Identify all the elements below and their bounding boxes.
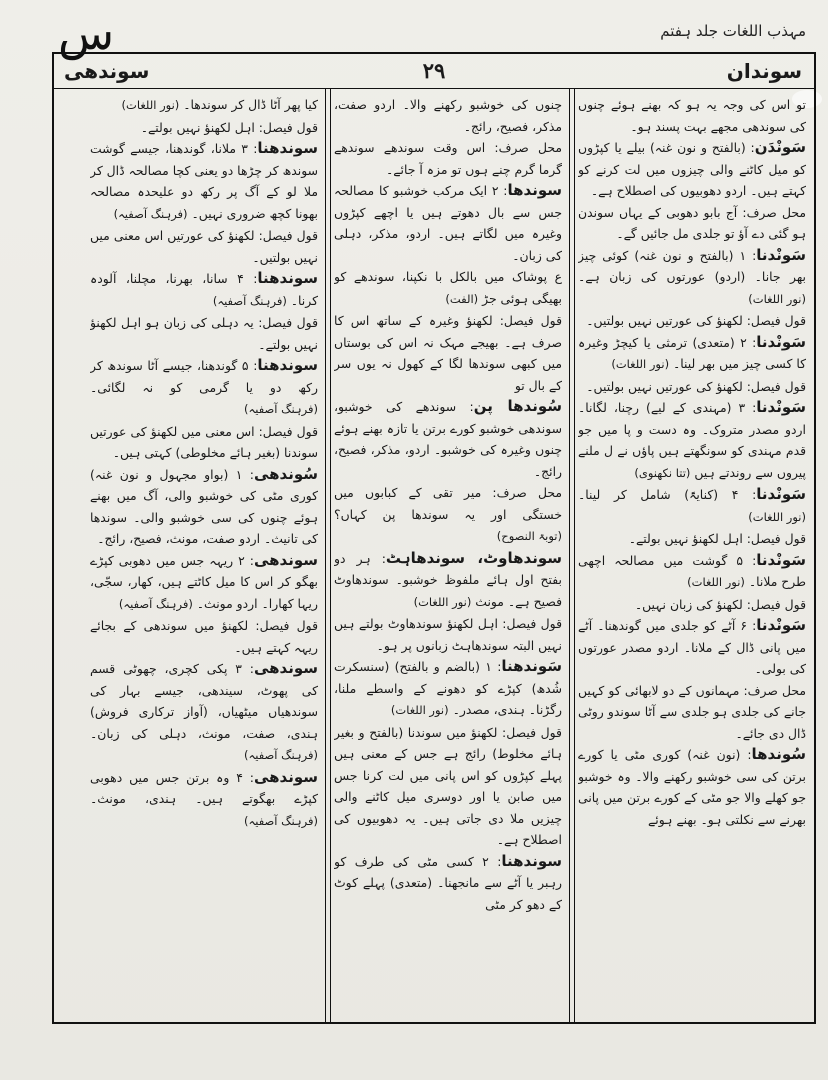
entry-source: (نور اللغات) bbox=[121, 98, 180, 112]
entry-definition: قول فیصل: اہل لکھنؤ سوندھاوٹ بولتے ہیں نہیں البتہ سوندھاہٹ زبانوں پر ہو۔ bbox=[334, 616, 562, 653]
dictionary-entry bbox=[578, 332, 806, 376]
entry-definition: : ۳ ملانا، گوندھنا، جیسے گوشت سوندھ کر چڑھا دو یعنی کچا مصالحہ ڈال کر ملا لو کے آگ پر رکھ دو علیحدہ مصالحہ بھونا کچھ ضروری نہیں۔ bbox=[90, 141, 318, 221]
entry-definition: : ۲ ایک مرکب خوشبو کا مصالحہ جس سے بال دھوتے ہیں یا اچھے کپڑوں وغیرہ میں لگاتے ہیں۔ اردو، مذکر، دہلی کی زبان۔ bbox=[334, 183, 562, 263]
dictionary-entry bbox=[90, 225, 318, 268]
entry-definition: چنوں کی خوشبو رکھنے والا۔ اردو صفت، مذکر، فصیح، رائج۔ bbox=[334, 97, 562, 134]
entry-source: (نور اللغات) bbox=[390, 703, 449, 717]
column-left bbox=[90, 94, 318, 1016]
entry-source: (نور اللغات) bbox=[687, 575, 745, 589]
entry-definition: : ۶ آٹے کو جلدی میں گوندھنا۔ آٹے میں پانی ڈال کے ملانا۔ اردو مصدر عورتوں کی بولی۔ bbox=[578, 618, 806, 676]
entry-headword: سُوندھا bbox=[751, 745, 806, 763]
dictionary-entry bbox=[90, 767, 318, 833]
column-middle bbox=[334, 94, 562, 1016]
entry-definition: قول فیصل: لکھنؤ میں سوندنا (بالفتح و بغیر ہائے مخلوط) رائج ہے جس کے معنی ہیں پہلے کپڑوں کو اس پانی میں لت کرنا جس میں صابن یا اور دوسری میل کاٹنے والی چیزیں ملا دی جاتی ہیں۔ یہ دھوبیوں کی اصطلاح ہے۔ bbox=[334, 724, 562, 847]
dictionary-entry bbox=[90, 550, 318, 616]
dictionary-entry bbox=[90, 658, 318, 767]
entry-definition: : ۴ وہ برتن جس میں دھوبی کپڑے بھگوتے ہیں۔ ہندی، مونث۔ bbox=[90, 769, 318, 806]
entry-source: (نور اللغات) bbox=[748, 509, 806, 524]
dictionary-entry bbox=[578, 615, 806, 680]
entry-headword: سَونْدنا bbox=[756, 550, 806, 569]
entry-definition: تو اس کی وجہ یہ ہو کہ بھنے ہوئے چنوں کی سوندھی مجھے بہت پسند ہو۔ bbox=[578, 97, 806, 134]
entry-headword: سوندھی bbox=[253, 659, 318, 677]
entry-definition: : ہر دو بفتح اول ہائے ملفوظ خوشبو۔ سوندھاوٹ فصیح ہے۔ مونث bbox=[334, 550, 562, 609]
dictionary-entry bbox=[90, 464, 318, 550]
entry-source: (تتا نکھنوی) bbox=[634, 465, 691, 480]
entry-definition: : (نون غنہ) کوری مٹی یا کورے برتن کی سی خوشبو رکھنے والا۔ وہ خوشبو جو کھلے والا جو مٹی کے کورے برتن میں پانی بھرنے سے نکلتی ہو۔ بھنے ہوئے bbox=[578, 747, 806, 827]
entry-definition: : ۱ (بواو مجہول و نون غنہ) کوری مٹی کی خوشبو والی، آگ میں بھنے ہوئے چنوں کی سی خوشبو والی۔ سوندھا کی تانیث۔ اردو صفت، مونث، فصیح، رائج۔ bbox=[90, 466, 318, 546]
dictionary-entry bbox=[578, 94, 806, 137]
entry-headword: سوندھاوٹ، سوندھاہٹ bbox=[385, 548, 562, 567]
entry-source: (فرہنگ آصفیہ) bbox=[118, 596, 193, 611]
entry-source: (نور اللغات) bbox=[413, 594, 472, 609]
entry-source: (فرہنگ آصفیہ) bbox=[244, 813, 318, 828]
entry-definition: محل صرف: مہمانوں کے دو لابھائی کو کہیں جانے کی جلدی ہو جلدی سے آٹا سوندو روٹی ڈال دی جائے۔ bbox=[578, 682, 806, 741]
entry-definition: قول فیصل: یہ دہلی کی زبان ہو اہل لکھنؤ نہیں بولتے۔ bbox=[90, 315, 318, 352]
dictionary-entry bbox=[90, 117, 318, 139]
dictionary-entry bbox=[90, 615, 318, 658]
dictionary-entry bbox=[578, 397, 806, 484]
entry-headword: سَونْدنا bbox=[756, 332, 806, 351]
entry-definition: قول فیصل: لکھنؤ وغیرہ کے ساتھ اس کا صرف ہے۔ بھیجے مہک نہ اس کی بوستاں میں کبھی سوندھا لگا کے کھول نہ یوں سر کے بال تو bbox=[334, 313, 562, 393]
entry-definition: قول فیصل: لکھنؤ کی زبان نہیں۔ bbox=[634, 596, 806, 612]
entry-definition: قول فیصل: لکھنؤ کی عورتیں نہیں بولتیں۔ bbox=[586, 313, 806, 328]
entry-headword: سَونْدنا bbox=[756, 245, 806, 264]
entry-definition: کیا پھر آٹا ڈال کر سوندھا۔ bbox=[183, 97, 318, 112]
entry-definition: قول فیصل: لکھنؤ میں سوندھی کے بجائے ریہہ کہتے ہیں۔ bbox=[90, 618, 318, 655]
column-divider-left bbox=[325, 88, 326, 1022]
entry-headword: سُوندھی bbox=[253, 464, 318, 483]
entry-source: (نور اللغات) bbox=[611, 357, 670, 371]
dictionary-entry bbox=[334, 548, 562, 614]
dictionary-entry bbox=[578, 680, 806, 745]
dictionary-entry bbox=[578, 376, 806, 398]
dictionary-entry bbox=[578, 550, 806, 594]
dictionary-entry bbox=[334, 94, 562, 137]
entry-definition: ع پوشاک میں بالکل با نکپنا، سوندھے کو بھیگی ہوئی جڑ bbox=[334, 269, 562, 306]
entry-definition: : ۱ (بالضم و بالفتح) (سنسکرت شُدھ) کپڑے کو دھونے کے واسطے ملنا، رگڑنا۔ ہندی، مصدر۔ bbox=[334, 659, 562, 717]
section-letter: س bbox=[58, 6, 115, 60]
dictionary-entry bbox=[334, 180, 562, 266]
entry-source: (الفت) bbox=[445, 291, 479, 306]
column-divider-right bbox=[569, 88, 570, 1022]
entry-definition: : ۵ گوشت میں مصالحہ اچھی طرح ملانا۔ bbox=[578, 552, 806, 589]
page-frame bbox=[52, 52, 816, 1024]
dictionary-entry bbox=[578, 744, 806, 830]
dictionary-entry bbox=[578, 528, 806, 550]
entry-headword: سوندھی bbox=[253, 550, 318, 569]
entry-definition: : ۲ کسی مٹی کی طرف کو رہبر یا آٹے سے مانجھنا۔ (متعدی) پہلے کوٹ کے دھو کر مٹی bbox=[334, 853, 562, 912]
header-last-word: سوندھی bbox=[64, 59, 150, 83]
entry-source: (فرہنگ آصفیہ) bbox=[244, 748, 318, 762]
dictionary-entry bbox=[90, 312, 318, 355]
dictionary-entry bbox=[90, 94, 318, 117]
entry-source: (فرہنگ آصفیہ) bbox=[244, 402, 318, 416]
entry-definition: : ۵ گوندھنا، جیسے آٹا سوندھ کر رکھ دو یا گرمی کو نہ لگائی۔ bbox=[90, 358, 318, 395]
entry-definition: : ۳ پکی کچری، چھوٹی قسم کی پھوٹ، سیندھی، جیسے بہار کی سوندھیاں میٹھیاں، (آواز ترکاری فروش) ہندی، صفت، مونث، دہلی کی زبان۔ bbox=[90, 661, 318, 741]
dictionary-entry bbox=[578, 245, 806, 311]
entry-headword: سَونْدنا bbox=[756, 616, 806, 634]
dictionary-entry bbox=[90, 355, 318, 421]
entry-source: (نور اللغات) bbox=[748, 291, 806, 306]
entry-definition: قول فیصل: اہل لکھنؤ نہیں بولتے۔ bbox=[628, 531, 806, 546]
entry-definition: : ۲ ریہہ جس میں دھوبی کپڑے بھگو کر اس کا میل کاٹتے ہیں، کھار، سجّی، ریہا کھارا۔ اردو مونث۔ bbox=[90, 552, 318, 611]
entry-definition: قول فیصل: لکھنؤ کی عورتیں اس معنی میں نہیں بولتیں۔ bbox=[90, 228, 318, 265]
entry-definition: : ۲ (متعدی) ترمثی یا کیچڑ وغیرہ کا کسی چیز میں بھر لینا۔ bbox=[578, 334, 806, 371]
dictionary-entry bbox=[90, 421, 318, 464]
dictionary-entry bbox=[334, 137, 562, 180]
entry-headword: سُوندھا پن bbox=[473, 397, 562, 415]
entry-definition: : ۴ سانا، بھرنا، مچلنا، آلودہ کرنا۔ bbox=[90, 271, 318, 308]
dictionary-entry bbox=[334, 656, 562, 722]
dictionary-entry bbox=[578, 202, 806, 245]
header-first-word: سوندان bbox=[726, 59, 802, 83]
entry-headword: سوندھی bbox=[253, 767, 318, 786]
entry-headword: سَونْدَن bbox=[754, 138, 806, 156]
page-number: ۲۹ bbox=[422, 58, 446, 83]
dictionary-entry bbox=[334, 310, 562, 396]
entry-definition: قول فیصل: اہل لکھنؤ نہیں بولتے۔ bbox=[140, 119, 318, 135]
entry-headword: سوندھنا bbox=[257, 269, 318, 287]
dictionary-entry bbox=[334, 722, 562, 851]
entry-headword: سوندھنا bbox=[257, 356, 318, 374]
entry-headword: سَونْدنا bbox=[756, 485, 806, 503]
header-row bbox=[54, 54, 814, 89]
dictionary-entry bbox=[578, 310, 806, 332]
entry-headword: سَوندھنا bbox=[501, 657, 562, 675]
dictionary-entry bbox=[334, 396, 562, 482]
entry-headword: سوندھا bbox=[507, 181, 562, 199]
dictionary-entry bbox=[334, 613, 562, 656]
entry-definition: : سوندھے کی خوشبو، سوندھی خوشبو کورے برتن یا تازہ بھنے ہوئے چنوں وغیرہ کی خوشبو۔ اردو، مذکر، فصیح، رائج۔ bbox=[334, 399, 562, 479]
dictionary-entry bbox=[578, 594, 806, 616]
entry-definition: محل صرف: اس وقت سوندھے سوندھے گرما گرم چنے ہوں تو مزہ آ جائے۔ bbox=[334, 140, 562, 177]
entry-definition: : (بالفتح و نون غنہ) بیلے یا کپڑوں کو میل کاٹنے والی چیزوں میں لت کرنے کو کہتے ہیں۔ اردو دھوبیوں کی اصطلاح ہے۔ bbox=[578, 140, 806, 198]
dictionary-entry bbox=[334, 482, 562, 548]
dictionary-entry bbox=[578, 137, 806, 202]
entry-definition: : ۱ (بالفتح و نون غنہ) کوئی چیز بھر جانا۔ (اردو) عورتوں کی زبان ہے۔ bbox=[578, 247, 806, 284]
entry-definition: قول فیصل: اس معنی میں لکھنؤ کی عورتیں سوندنا (بغیر ہائے مخلوطی) کہتی ہیں۔ bbox=[90, 423, 318, 460]
entry-definition: قول فیصل: لکھنؤ کی عورتیں نہیں بولتیں۔ bbox=[586, 378, 806, 394]
dictionary-entry bbox=[334, 851, 562, 916]
entry-source: (فرہنگ آصفیہ) bbox=[113, 206, 188, 221]
dictionary-entry bbox=[578, 484, 806, 528]
dictionary-entry bbox=[90, 138, 318, 225]
entry-source: (فرہنگ آصفیہ) bbox=[212, 293, 287, 308]
dictionary-entry bbox=[334, 266, 562, 310]
entry-definition: : ۴ (کنایۃً) شامل کر لینا۔ bbox=[578, 487, 757, 502]
entry-definition: : ۳ (مہندی کے لیے) رچنا، لگانا۔ اردو مصدر متروک۔ وہ دست و پا میں جو قدم مہندی کو سونگھتے ہیں پاؤں نے ل ملنے پیروں سے روندتے ہیں bbox=[578, 400, 806, 480]
entry-headword: سوندھنا bbox=[501, 851, 562, 870]
entry-source: (توبۃ النصوح) bbox=[496, 529, 562, 543]
entry-headword: سوندھنا bbox=[257, 139, 318, 157]
running-head: مہذب اللغات جلد ہفتم bbox=[660, 22, 806, 40]
dictionary-entry bbox=[90, 268, 318, 312]
entry-definition: محل صرف: آج بابو دھوبی کے یہاں سوندن ہو گئی دے آؤ تو جلدی مل جائیں گے۔ bbox=[578, 204, 806, 241]
column-right bbox=[578, 94, 806, 1016]
entry-headword: سَونْدنا bbox=[756, 398, 806, 416]
entry-definition: محل صرف: میر تقی کے کبابوں میں خستگی اور یہ سوندھا پن کہاں؟ bbox=[334, 485, 562, 522]
